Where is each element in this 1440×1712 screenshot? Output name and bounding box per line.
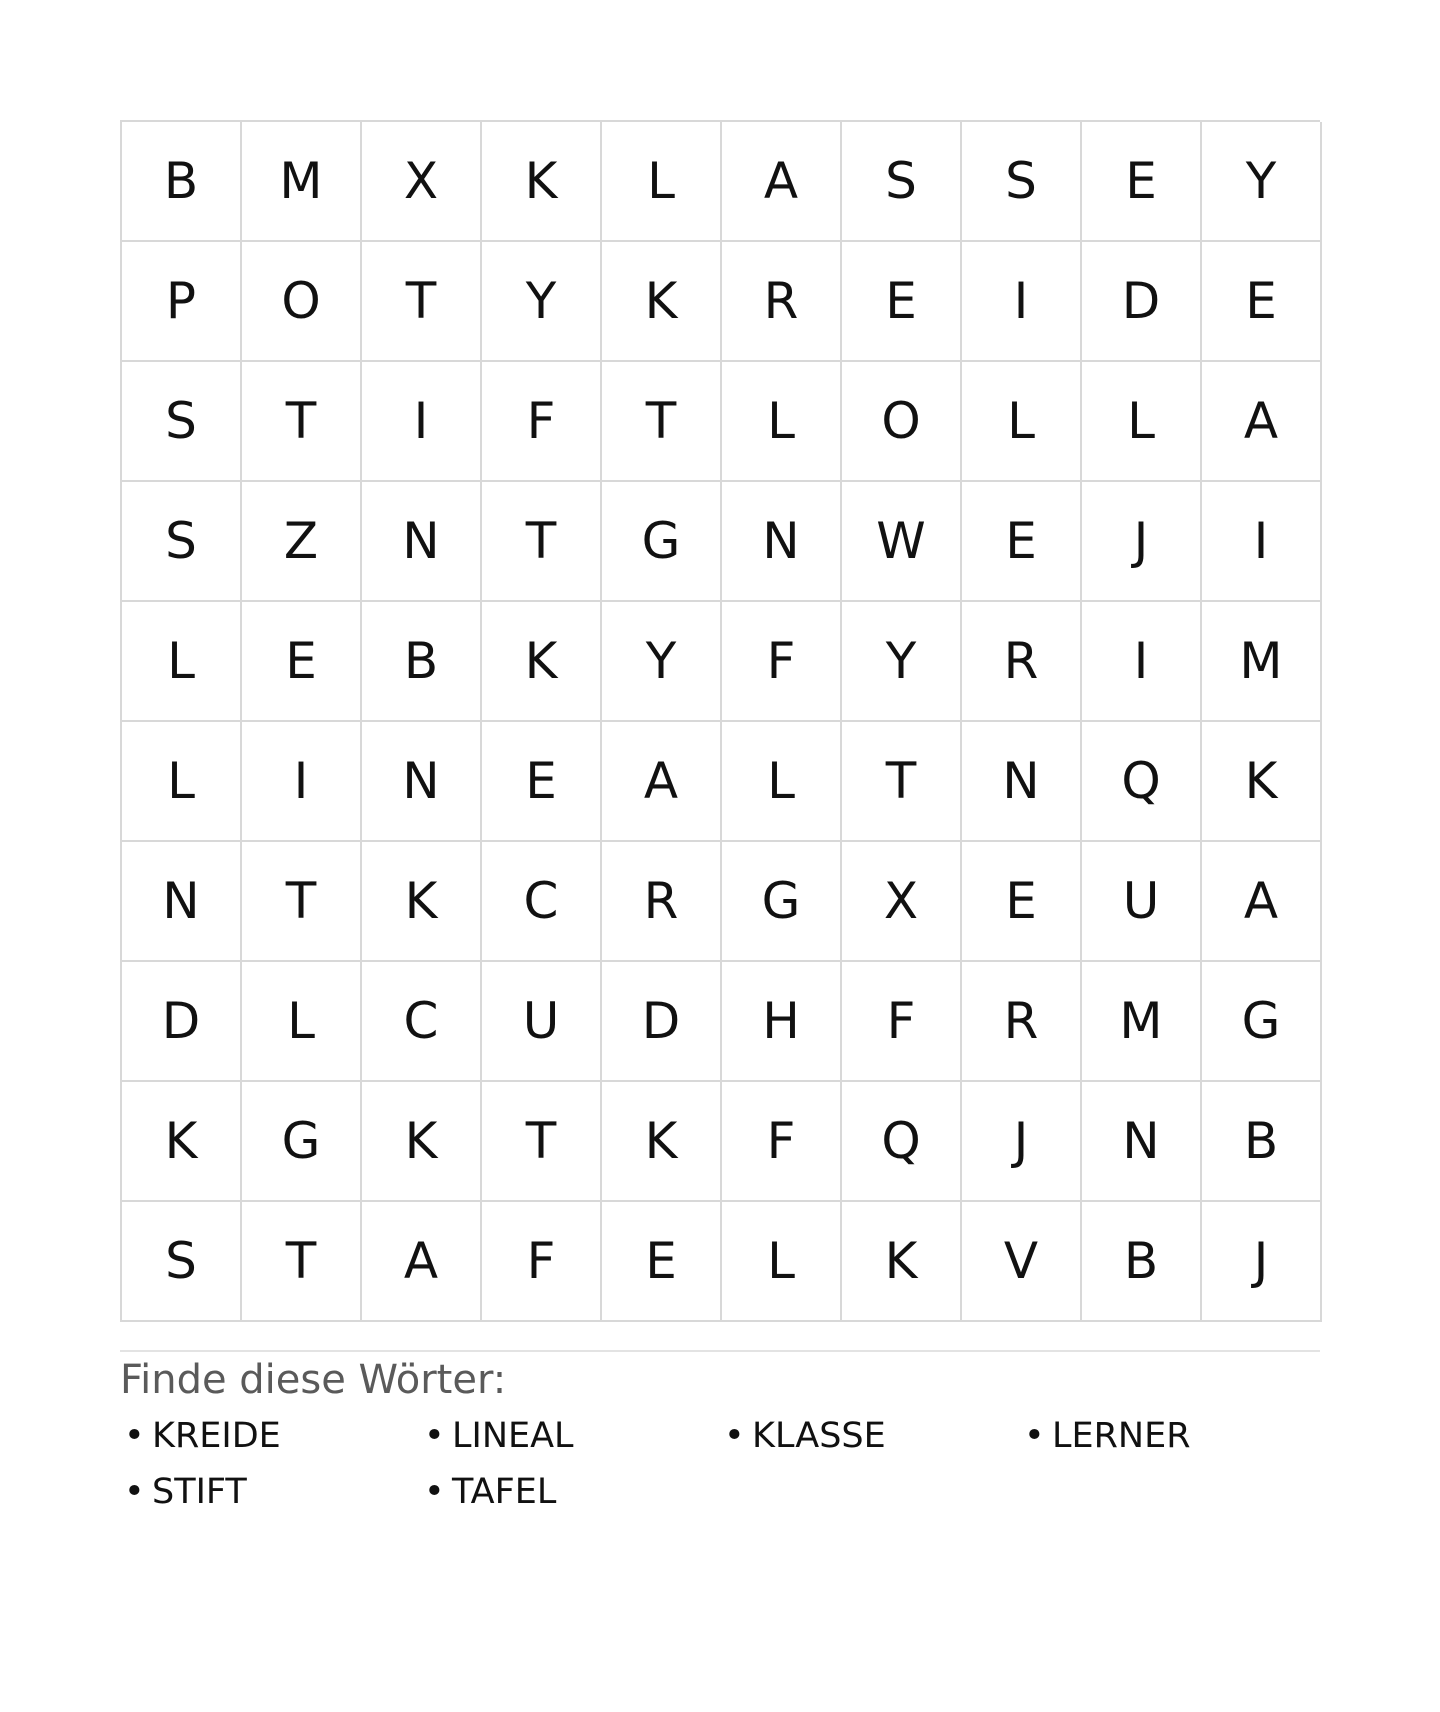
grid-cell[interactable]: I: [1202, 482, 1322, 602]
grid-cell[interactable]: T: [482, 482, 602, 602]
grid-cell[interactable]: E: [1082, 122, 1202, 242]
grid-cell[interactable]: I: [242, 722, 362, 842]
grid-cell[interactable]: I: [362, 362, 482, 482]
grid-cell[interactable]: Y: [842, 602, 962, 722]
grid-cell[interactable]: L: [242, 962, 362, 1082]
grid-cell[interactable]: A: [362, 1202, 482, 1322]
grid-cell[interactable]: F: [482, 1202, 602, 1322]
grid-cell[interactable]: T: [482, 1082, 602, 1202]
grid-cell[interactable]: H: [722, 962, 842, 1082]
grid-cell[interactable]: C: [362, 962, 482, 1082]
word-list-item: [720, 1414, 1020, 1458]
grid-cell[interactable]: K: [482, 602, 602, 722]
word-list-item: [120, 1414, 420, 1458]
grid-cell[interactable]: E: [602, 1202, 722, 1322]
word-label: LERNER: [1052, 1416, 1191, 1456]
word-label: TAFEL: [452, 1472, 557, 1512]
grid-cell[interactable]: K: [602, 242, 722, 362]
grid-cell[interactable]: I: [1082, 602, 1202, 722]
grid-cell[interactable]: S: [122, 482, 242, 602]
grid-cell[interactable]: P: [122, 242, 242, 362]
grid-cell[interactable]: T: [842, 722, 962, 842]
grid-cell[interactable]: U: [1082, 842, 1202, 962]
bullet-icon: •: [724, 1416, 745, 1456]
grid-cell[interactable]: L: [122, 602, 242, 722]
grid-cell[interactable]: N: [722, 482, 842, 602]
grid-cell[interactable]: D: [1082, 242, 1202, 362]
grid-cell[interactable]: R: [722, 242, 842, 362]
grid-cell[interactable]: E: [962, 482, 1082, 602]
grid-cell[interactable]: T: [242, 362, 362, 482]
grid-cell[interactable]: F: [842, 962, 962, 1082]
grid-cell[interactable]: N: [362, 722, 482, 842]
word-label: LINEAL: [452, 1416, 574, 1456]
grid-cell[interactable]: C: [482, 842, 602, 962]
word-label: KLASSE: [752, 1416, 886, 1456]
word-list-item: [420, 1470, 720, 1514]
grid-cell[interactable]: V: [962, 1202, 1082, 1322]
grid-cell[interactable]: N: [1082, 1082, 1202, 1202]
grid-cell[interactable]: F: [482, 362, 602, 482]
grid-cell[interactable]: Q: [842, 1082, 962, 1202]
grid-cell[interactable]: K: [1202, 722, 1322, 842]
grid-cell[interactable]: O: [842, 362, 962, 482]
grid-cell[interactable]: L: [602, 122, 722, 242]
word-label: STIFT: [152, 1472, 247, 1512]
grid-cell[interactable]: W: [842, 482, 962, 602]
grid-cell[interactable]: N: [362, 482, 482, 602]
grid-cell[interactable]: L: [1082, 362, 1202, 482]
grid-cell[interactable]: N: [962, 722, 1082, 842]
grid-cell[interactable]: I: [962, 242, 1082, 362]
bullet-icon: •: [424, 1416, 445, 1456]
grid-cell[interactable]: S: [842, 122, 962, 242]
word-list-item: [1020, 1414, 1320, 1458]
grid-cell[interactable]: A: [1202, 362, 1322, 482]
grid-cell[interactable]: K: [842, 1202, 962, 1322]
grid-cell[interactable]: F: [722, 1082, 842, 1202]
grid-cell[interactable]: K: [482, 122, 602, 242]
grid-cell[interactable]: L: [722, 722, 842, 842]
grid-cell[interactable]: T: [242, 1202, 362, 1322]
grid-cell[interactable]: S: [122, 1202, 242, 1322]
grid-cell[interactable]: B: [362, 602, 482, 722]
grid-cell[interactable]: D: [122, 962, 242, 1082]
grid-cell[interactable]: T: [362, 242, 482, 362]
grid-cell[interactable]: U: [482, 962, 602, 1082]
grid-cell[interactable]: B: [1082, 1202, 1202, 1322]
grid-cell[interactable]: E: [962, 842, 1082, 962]
grid-cell[interactable]: Z: [242, 482, 362, 602]
grid-cell[interactable]: Y: [602, 602, 722, 722]
grid-cell[interactable]: O: [242, 242, 362, 362]
grid-cell[interactable]: M: [242, 122, 362, 242]
grid-cell[interactable]: J: [962, 1082, 1082, 1202]
grid-cell[interactable]: A: [1202, 842, 1322, 962]
grid-cell[interactable]: J: [1082, 482, 1202, 602]
grid-cell[interactable]: D: [602, 962, 722, 1082]
grid-cell[interactable]: K: [362, 842, 482, 962]
grid-cell[interactable]: B: [122, 122, 242, 242]
grid-cell[interactable]: K: [122, 1082, 242, 1202]
grid-cell[interactable]: A: [722, 122, 842, 242]
bullet-icon: •: [124, 1416, 145, 1456]
grid-cell[interactable]: E: [1202, 242, 1322, 362]
word-list-item: [120, 1470, 420, 1514]
divider: [120, 1350, 1320, 1352]
grid-cell[interactable]: A: [602, 722, 722, 842]
grid-cell[interactable]: L: [122, 722, 242, 842]
grid-cell[interactable]: X: [842, 842, 962, 962]
bullet-icon: •: [124, 1472, 145, 1512]
word-list-item: [420, 1414, 720, 1458]
grid-cell[interactable]: Q: [1082, 722, 1202, 842]
grid-cell[interactable]: R: [602, 842, 722, 962]
grid-cell[interactable]: S: [122, 362, 242, 482]
bullet-icon: •: [1024, 1416, 1045, 1456]
grid-cell[interactable]: G: [722, 842, 842, 962]
grid-cell[interactable]: M: [1202, 602, 1322, 722]
grid-cell[interactable]: G: [602, 482, 722, 602]
word-list-title: Finde diese Wörter:: [120, 1357, 507, 1403]
grid-cell[interactable]: Y: [482, 242, 602, 362]
grid-cell[interactable]: F: [722, 602, 842, 722]
grid-cell[interactable]: T: [602, 362, 722, 482]
grid-cell[interactable]: E: [242, 602, 362, 722]
grid-cell[interactable]: R: [962, 962, 1082, 1082]
grid-cell[interactable]: L: [722, 1202, 842, 1322]
grid-cell[interactable]: B: [1202, 1082, 1322, 1202]
grid-cell[interactable]: T: [242, 842, 362, 962]
grid-cell[interactable]: G: [242, 1082, 362, 1202]
grid-cell[interactable]: N: [122, 842, 242, 962]
word-search-puzzle: [120, 120, 1320, 1514]
word-label: KREIDE: [152, 1416, 281, 1456]
grid-cell[interactable]: L: [722, 362, 842, 482]
grid-cell[interactable]: L: [962, 362, 1082, 482]
grid-cell[interactable]: E: [482, 722, 602, 842]
word-list: [120, 1414, 1320, 1514]
bullet-icon: •: [424, 1472, 445, 1512]
grid-cell[interactable]: Y: [1202, 122, 1322, 242]
grid-cell[interactable]: R: [962, 602, 1082, 722]
grid-cell[interactable]: J: [1202, 1202, 1322, 1322]
grid-cell[interactable]: S: [962, 122, 1082, 242]
grid-cell[interactable]: K: [602, 1082, 722, 1202]
grid-cell[interactable]: X: [362, 122, 482, 242]
grid-cell[interactable]: M: [1082, 962, 1202, 1082]
letter-grid: [120, 120, 1320, 1322]
grid-cell[interactable]: K: [362, 1082, 482, 1202]
grid-cell[interactable]: G: [1202, 962, 1322, 1082]
grid-cell[interactable]: E: [842, 242, 962, 362]
